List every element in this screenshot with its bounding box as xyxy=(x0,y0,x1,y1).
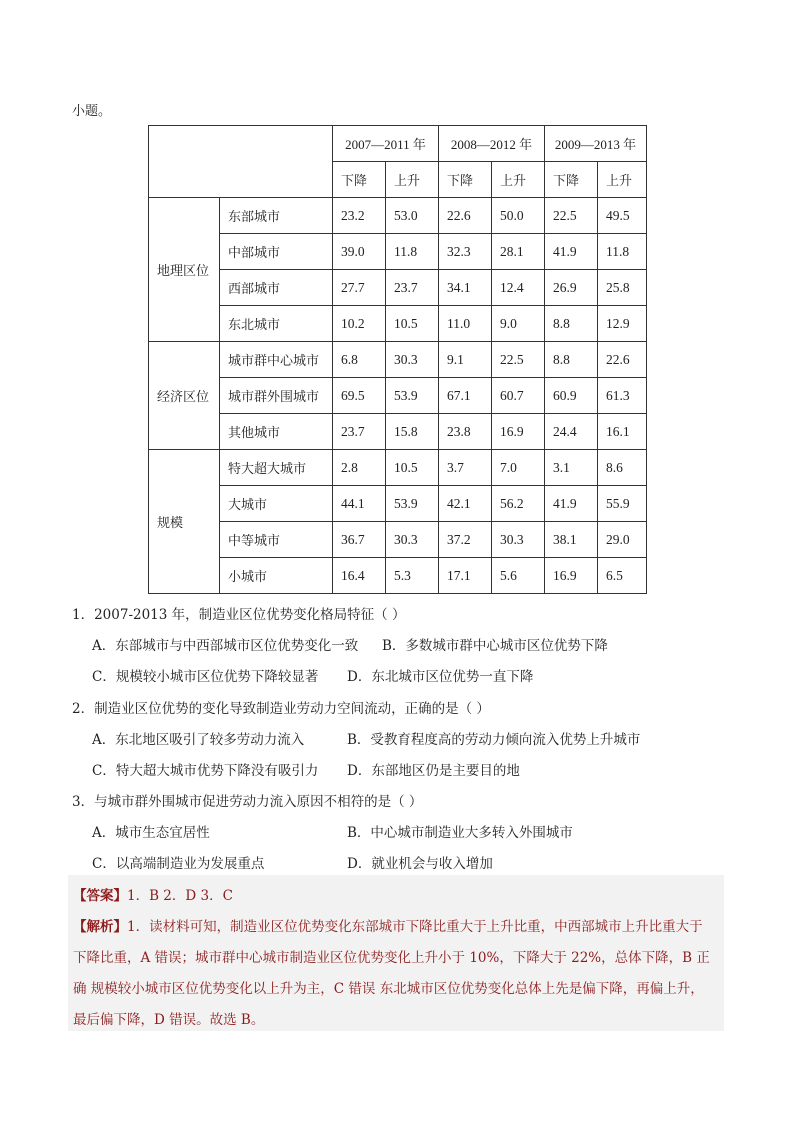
value-cell: 30.3 xyxy=(492,522,545,558)
value-cell: 5.3 xyxy=(386,558,439,594)
value-cell: 24.4 xyxy=(545,414,598,450)
analysis-line-4: 最后偏下降，D 错误。故选 B。 xyxy=(73,1012,265,1028)
analysis-line-2: 下降比重，A 错误；城市群中心城市制造业区位优势变化上升小于 10%，下降大于 22%，总体下降，B 正 xyxy=(73,950,710,966)
table-row xyxy=(149,342,647,378)
data-table xyxy=(148,125,647,594)
value-cell: 5.6 xyxy=(492,558,545,594)
value-cell: 38.1 xyxy=(545,522,598,558)
value-cell: 7.0 xyxy=(492,450,545,486)
row-label: 其他城市 xyxy=(220,414,333,450)
value-cell: 56.2 xyxy=(492,486,545,522)
value-cell: 11.8 xyxy=(386,234,439,270)
answer-text: 1．B 2．D 3．C xyxy=(127,888,233,904)
value-cell: 2.8 xyxy=(333,450,386,486)
question-1-option-d: D．东北城市区位优势一直下降 xyxy=(347,669,534,685)
sub-header: 下降 xyxy=(439,162,492,198)
question-3-option-a: A．城市生态宜居性 xyxy=(92,825,210,841)
value-cell: 53.9 xyxy=(386,486,439,522)
value-cell: 30.3 xyxy=(386,522,439,558)
value-cell: 29.0 xyxy=(598,522,647,558)
group-label: 经济区位 xyxy=(149,342,220,450)
value-cell: 53.9 xyxy=(386,378,439,414)
analysis-label: 【解析】 xyxy=(73,919,127,935)
question-1-stem: 1．2007-2013 年，制造业区位优势变化格局特征（ ） xyxy=(72,607,406,623)
question-2-option-c: C．特大超大城市优势下降没有吸引力 xyxy=(92,763,319,779)
corner-cell xyxy=(149,126,333,198)
row-label: 西部城市 xyxy=(220,270,333,306)
analysis-line-1 xyxy=(73,915,703,935)
table-row xyxy=(149,522,647,558)
row-label: 大城市 xyxy=(220,486,333,522)
table-body xyxy=(149,126,647,594)
value-cell: 8.8 xyxy=(545,306,598,342)
value-cell: 69.5 xyxy=(333,378,386,414)
question-3-option-d: D．就业机会与收入增加 xyxy=(347,856,493,872)
value-cell: 10.2 xyxy=(333,306,386,342)
question-2-option-d: D．东部地区仍是主要目的地 xyxy=(347,763,520,779)
table-row xyxy=(149,306,647,342)
value-cell: 55.9 xyxy=(598,486,647,522)
value-cell: 17.1 xyxy=(439,558,492,594)
value-cell: 22.6 xyxy=(598,342,647,378)
value-cell: 67.1 xyxy=(439,378,492,414)
row-label: 中等城市 xyxy=(220,522,333,558)
answer-label: 【答案】 xyxy=(73,888,127,904)
table-row xyxy=(149,486,647,522)
value-cell: 41.9 xyxy=(545,486,598,522)
value-cell: 8.8 xyxy=(545,342,598,378)
row-label: 东部城市 xyxy=(220,198,333,234)
sub-header: 上升 xyxy=(492,162,545,198)
value-cell: 16.9 xyxy=(492,414,545,450)
value-cell: 16.9 xyxy=(545,558,598,594)
value-cell: 22.6 xyxy=(439,198,492,234)
value-cell: 50.0 xyxy=(492,198,545,234)
question-1-option-b: B．多数城市群中心城市区位优势下降 xyxy=(382,638,608,654)
analysis-line-3: 确 规模较小城市区位优势变化以上升为主，C 错误 东北城市区位优势变化总体上先是偏下降，再偏上升， xyxy=(73,981,704,997)
question-2-option-b: B．受教育程度高的劳动力倾向流入优势上升城市 xyxy=(347,732,641,748)
sub-header: 上升 xyxy=(598,162,647,198)
value-cell: 36.7 xyxy=(333,522,386,558)
value-cell: 8.6 xyxy=(598,450,647,486)
value-cell: 11.0 xyxy=(439,306,492,342)
value-cell: 26.9 xyxy=(545,270,598,306)
table-row xyxy=(149,558,647,594)
row-label: 中部城市 xyxy=(220,234,333,270)
question-2-stem: 2．制造业区位优势的变化导致制造业劳动力空间流动，正确的是（ ） xyxy=(72,701,490,717)
table-row xyxy=(149,450,647,486)
value-cell: 53.0 xyxy=(386,198,439,234)
table-row xyxy=(149,270,647,306)
value-cell: 60.9 xyxy=(545,378,598,414)
period-header: 2007—2011 年 xyxy=(333,126,439,162)
value-cell: 22.5 xyxy=(545,198,598,234)
value-cell: 16.4 xyxy=(333,558,386,594)
value-cell: 15.8 xyxy=(386,414,439,450)
question-1-option-a: A．东部城市与中西部城市区位优势变化一致 xyxy=(92,638,359,654)
question-3-option-b: B．中心城市制造业大多转入外围城市 xyxy=(347,825,573,841)
value-cell: 42.1 xyxy=(439,486,492,522)
value-cell: 25.8 xyxy=(598,270,647,306)
table-row xyxy=(149,414,647,450)
value-cell: 37.2 xyxy=(439,522,492,558)
value-cell: 61.3 xyxy=(598,378,647,414)
sub-header: 上升 xyxy=(386,162,439,198)
analysis-text-1: 1．读材料可知，制造业区位优势变化东部城市下降比重大于上升比重，中西部城市上升比重大于 xyxy=(127,919,703,935)
value-cell: 41.9 xyxy=(545,234,598,270)
value-cell: 10.5 xyxy=(386,450,439,486)
value-cell: 23.2 xyxy=(333,198,386,234)
value-cell: 11.8 xyxy=(598,234,647,270)
group-label: 规模 xyxy=(149,450,220,594)
table-row xyxy=(149,234,647,270)
question-3-stem: 3．与城市群外围城市促进劳动力流入原因不相符的是（ ） xyxy=(72,794,423,810)
answer-line xyxy=(73,884,233,904)
intro-text: 小题。 xyxy=(72,104,112,119)
value-cell: 3.1 xyxy=(545,450,598,486)
question-3-option-c: C．以高端制造业为发展重点 xyxy=(92,856,265,872)
value-cell: 23.7 xyxy=(333,414,386,450)
value-cell: 49.5 xyxy=(598,198,647,234)
value-cell: 3.7 xyxy=(439,450,492,486)
row-label: 东北城市 xyxy=(220,306,333,342)
value-cell: 44.1 xyxy=(333,486,386,522)
value-cell: 30.3 xyxy=(386,342,439,378)
value-cell: 28.1 xyxy=(492,234,545,270)
value-cell: 23.8 xyxy=(439,414,492,450)
answer-section xyxy=(68,875,724,1031)
value-cell: 6.5 xyxy=(598,558,647,594)
value-cell: 32.3 xyxy=(439,234,492,270)
table-row xyxy=(149,378,647,414)
row-label: 城市群外围城市 xyxy=(220,378,333,414)
value-cell: 10.5 xyxy=(386,306,439,342)
sub-header: 下降 xyxy=(333,162,386,198)
value-cell: 6.8 xyxy=(333,342,386,378)
value-cell: 60.7 xyxy=(492,378,545,414)
value-cell: 9.1 xyxy=(439,342,492,378)
value-cell: 9.0 xyxy=(492,306,545,342)
value-cell: 22.5 xyxy=(492,342,545,378)
row-label: 城市群中心城市 xyxy=(220,342,333,378)
value-cell: 39.0 xyxy=(333,234,386,270)
question-1-option-c: C．规模较小城市区位优势下降较显著 xyxy=(92,669,319,685)
row-label: 小城市 xyxy=(220,558,333,594)
value-cell: 27.7 xyxy=(333,270,386,306)
period-header: 2008—2012 年 xyxy=(439,126,545,162)
table-row xyxy=(149,198,647,234)
value-cell: 34.1 xyxy=(439,270,492,306)
question-2-option-a: A．东北地区吸引了较多劳动力流入 xyxy=(92,732,305,748)
row-label: 特大超大城市 xyxy=(220,450,333,486)
group-label: 地理区位 xyxy=(149,198,220,342)
period-header: 2009—2013 年 xyxy=(545,126,647,162)
sub-header: 下降 xyxy=(545,162,598,198)
value-cell: 16.1 xyxy=(598,414,647,450)
value-cell: 12.9 xyxy=(598,306,647,342)
value-cell: 23.7 xyxy=(386,270,439,306)
value-cell: 12.4 xyxy=(492,270,545,306)
